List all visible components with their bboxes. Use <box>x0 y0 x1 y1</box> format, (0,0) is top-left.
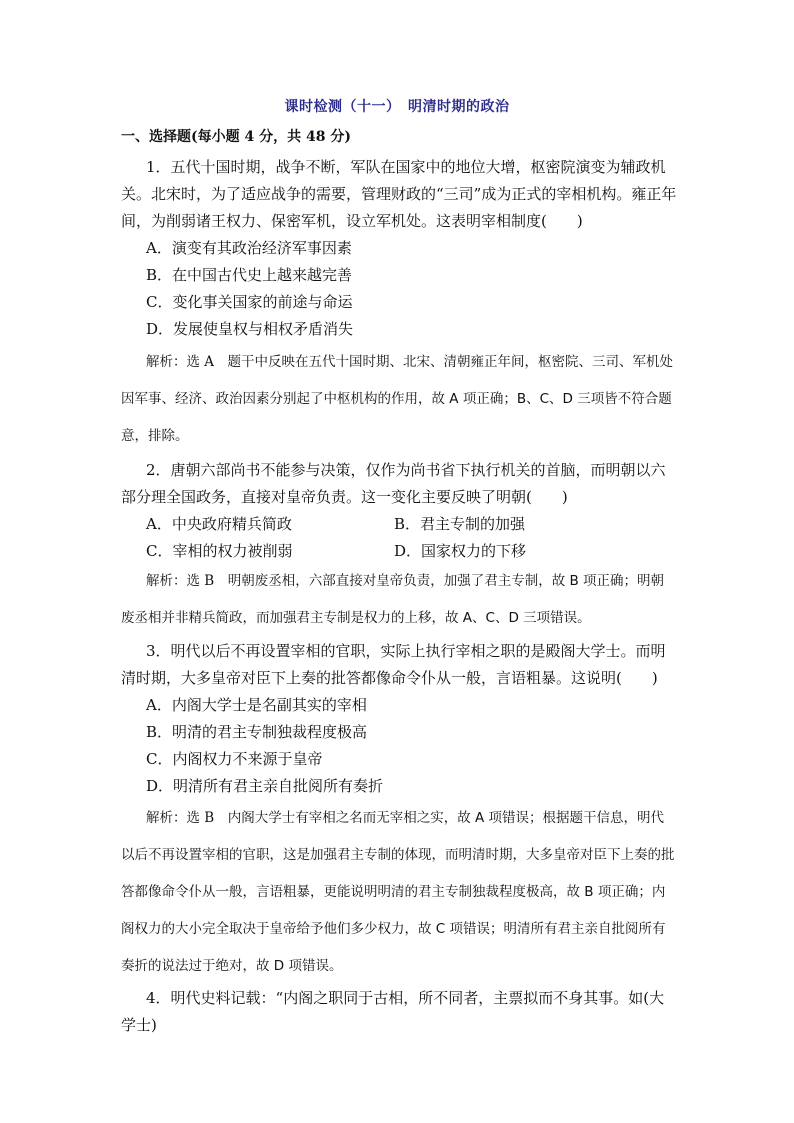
analysis-text: 题干中反映在五代十国时期、北宋、清朝雍正年间，枢密院、三司、军机处因军事、经济、政治因素分别起了中枢机构的作用，故 A 项正确；B、C、D 三项皆不符合题意，排除。 <box>121 354 674 444</box>
question-3 <box>121 638 677 800</box>
analysis-text: 内阁大学士有宰相之名而无宰相之实，故 A 项错误；根据题干信息，明代以后不再设置宰相的官职，这是加强君主专制的体现，而明清时期，大多皇帝对臣下上奏的批答都像命令仆从一般，言语粗暴，更能说明明清的君主专制独裁程度极高，故 B 项正确；内阁权力的大小完全取决于皇帝给予他们多少权力，故 C 项错误；明清所有君主亲自批阅所有奏折的说法过于绝对，故 D 项错误。 <box>121 810 675 974</box>
option-b: B．在中国古代史上越来越完善 <box>146 266 353 284</box>
option-row <box>121 511 677 538</box>
question-stem: 4．明代史料记载：“内阁之职同于古相，所不同者，主票拟而不身其事。如(大学士) <box>121 989 665 1034</box>
option-c: C．变化事关国家的前途与命运 <box>146 293 353 311</box>
analysis-2 <box>121 563 677 637</box>
question-2 <box>121 457 677 565</box>
page-title: 课时检测（十一） 明清时期的政治 <box>284 99 510 115</box>
question-4 <box>121 985 677 1039</box>
analysis-3 <box>121 800 677 985</box>
question-stem: 3．明代以后不再设置宰相的官职，实际上执行宰相之职的是殿阁大学士。而明清时期，大多皇帝对臣下上奏的批答都像命令仆从一般，言语粗暴。这说明( ) <box>121 642 666 687</box>
question-stem: 1．五代十国时期，战争不断，军队在国家中的地位大增，枢密院演变为辅政机关。北宋时，为了适应战争的需要，管理财政的“三司”成为正式的宰相机构。雍正年间，为削弱诸王权力、保密军机，设立军机处。这表明宰相制度( ) <box>121 158 677 230</box>
question-stem: 2．唐朝六部尚书不能参与决策，仅作为尚书省下执行机关的首脑，而明朝以六部分理全国政务，直接对皇帝负责。这一变化主要反映了明朝( ) <box>121 461 666 506</box>
option-b: B．君主专制的加强 <box>394 515 526 533</box>
option-b: B．明清的君主专制独裁程度极高 <box>146 723 368 741</box>
question-1 <box>121 154 677 343</box>
analysis-1 <box>121 344 677 455</box>
option-d: D．明清所有君主亲自批阅所有奏折 <box>146 777 384 795</box>
option-c: C．宰相的权力被削弱 <box>146 542 293 560</box>
analysis-label: 解析：选 B <box>146 573 215 589</box>
option-c: C．内阁权力不来源于皇帝 <box>146 750 323 768</box>
option-a: A．演变有其政治经济军事因素 <box>146 239 352 257</box>
option-row <box>121 538 677 565</box>
section-heading: 一、选择题(每小题 4 分，共 48 分) <box>121 129 351 145</box>
analysis-text: 明朝废丞相，六部直接对皇帝负责，加强了君主专制，故 B 项正确；明朝废丞相并非精兵简政，而加强君主专制是权力的上移，故 A、C、D 三项错误。 <box>121 573 665 626</box>
option-a: A．中央政府精兵简政 <box>146 515 292 533</box>
option-a: A．内阁大学士是名副其实的宰相 <box>146 696 367 714</box>
analysis-label: 解析：选 B <box>146 810 215 826</box>
option-d: D．国家权力的下移 <box>394 542 527 560</box>
analysis-label: 解析：选 A <box>146 354 215 370</box>
option-d: D．发展使皇权与相权矛盾消失 <box>146 320 354 338</box>
